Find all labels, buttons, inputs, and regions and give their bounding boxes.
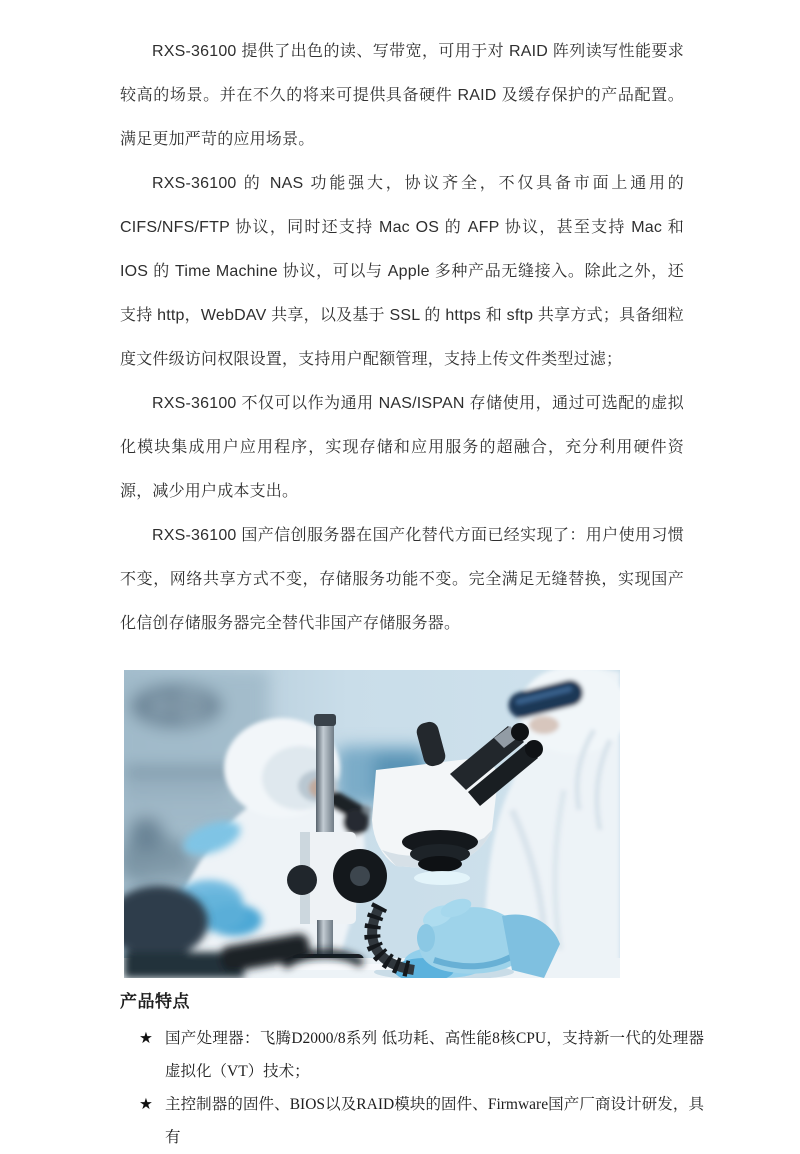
- paragraph-1: RXS-36100 提供了出色的读、写带宽，可用于对 RAID 阵列读写性能要求较高的场景。并在不久的将来可提供具备硬件 RAID 及缓存保护的产品配置。满足更加严苛的应用场景。: [120, 43, 684, 148]
- feature-item-1: [120, 1022, 704, 1088]
- star-bullet-icon: ★: [139, 1030, 153, 1047]
- feature-item-2: [120, 1088, 704, 1154]
- features-list: [120, 1022, 704, 1154]
- star-bullet-icon: ★: [139, 1096, 153, 1113]
- feature-text-2: 主控制器的固件、BIOS以及RAID模块的固件、Firmware国产厂商设计研发，具有: [165, 1096, 704, 1146]
- cleanroom-lab-photo: [124, 670, 620, 978]
- feature-text-1: 国产处理器：飞腾D2000/8系列 低功耗、高性能8核CPU，支持新一代的处理器虚拟化（VT）技术；: [165, 1030, 704, 1080]
- paragraph-2: RXS-36100 的 NAS 功能强大，协议齐全，不仅具备市面上通用的 CIFS/NFS/FTP 协议，同时还支持 Mac OS 的 AFP 协议，甚至支持 Mac 和 IOS 的 Time Machine 协议，可以与 Apple 多种产品无缝接入。除此之外，还支持 http，WebDAV 共享，以及基于 SSL 的 https 和 sftp 共享方式；具备细粒度文件级访问权限设置，支持用户配额管理，支持上传文件类型过滤；: [120, 175, 684, 368]
- body-text: [120, 30, 684, 646]
- paragraph-3: RXS-36100 不仅可以作为通用 NAS/ISPAN 存储使用，通过可选配的虚拟化模块集成用户应用程序，实现存储和应用服务的超融合，充分利用硬件资源，减少用户成本支出。: [120, 395, 684, 500]
- lab-photo-illustration: [124, 670, 620, 978]
- features-heading: 产品特点: [120, 992, 190, 1011]
- paragraph-4: RXS-36100 国产信创服务器在国产化替代方面已经实现了：用户使用习惯不变，网络共享方式不变，存储服务功能不变。完全满足无缝替换，实现国产化信创存储服务器完全替代非国产存储服务器。: [120, 527, 684, 632]
